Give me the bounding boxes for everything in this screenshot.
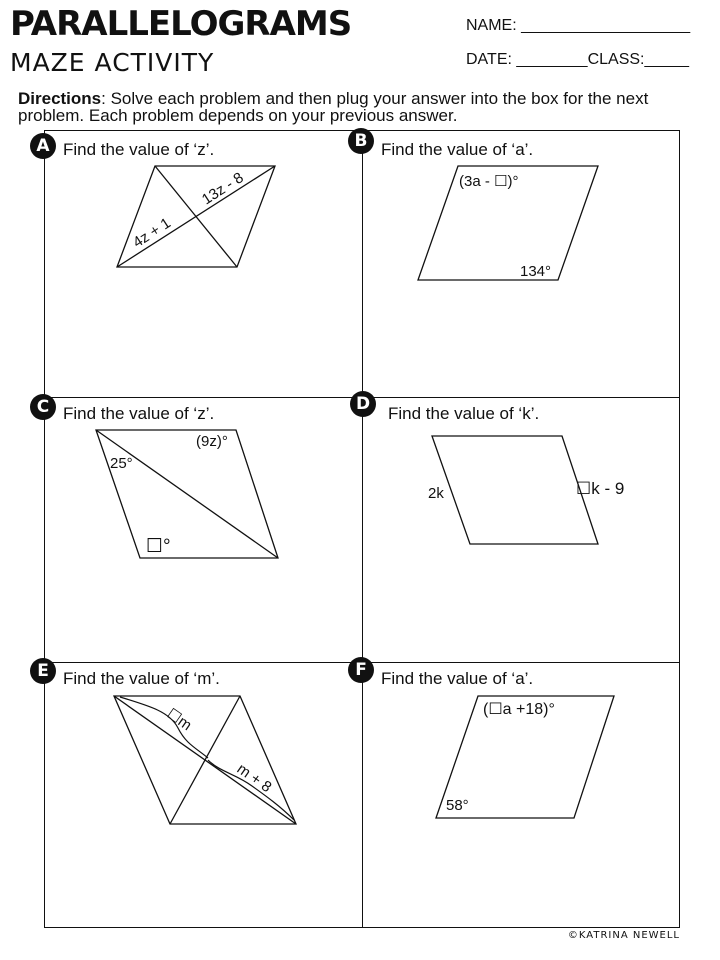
problem-f-badge: F: [348, 657, 374, 683]
segment-label: m + 8: [233, 760, 275, 797]
directions-body: : Solve each problem and then plug your answer into the box for the next problem. Each problem depends on your previous answer.: [18, 89, 649, 125]
segment-label: ☐m: [163, 705, 195, 735]
angle-label: (☐a +18)°: [483, 701, 555, 718]
problem-f-prompt: Find the value of ‘a’.: [381, 669, 534, 688]
worksheet-title: PARALLELOGRAMS: [10, 4, 352, 44]
problem-d-badge: D: [350, 391, 376, 417]
directions-label: Directions: [18, 89, 102, 108]
angle-label: 25°: [110, 455, 133, 472]
segment-label: 13z - 8: [198, 169, 247, 209]
side-label: 2k: [428, 485, 444, 502]
problem-b-badge: B: [348, 128, 374, 154]
problem-c-prompt: Find the value of ‘z’.: [63, 404, 215, 423]
problem-c-badge: C: [30, 394, 56, 420]
angle-label: (3a - ☐)°: [459, 173, 519, 190]
angle-label: 58°: [446, 797, 469, 814]
side-label: ☐k - 9: [576, 479, 625, 498]
copyright-notice: ©KATRINA NEWELL: [567, 930, 680, 941]
name-field[interactable]: NAME: ___________________: [466, 17, 691, 34]
problem-a-prompt: Find the value of ‘z’.: [63, 140, 215, 159]
problem-e-badge: E: [30, 658, 56, 684]
angle-label: ☐°: [146, 536, 171, 557]
problem-a-badge: A: [30, 133, 56, 159]
worksheet-subtitle: MAZE ACTIVITY: [10, 48, 215, 77]
problem-e-prompt: Find the value of ‘m’.: [63, 669, 220, 688]
angle-label: 134°: [520, 263, 552, 280]
problem-d-prompt: Find the value of ‘k’.: [388, 404, 540, 423]
angle-label: (9z)°: [196, 433, 228, 450]
problem-b-prompt: Find the value of ‘a’.: [381, 140, 534, 159]
date-class-field[interactable]: DATE: ________CLASS:_____: [466, 51, 689, 68]
segment-label: 4z + 1: [129, 214, 174, 252]
